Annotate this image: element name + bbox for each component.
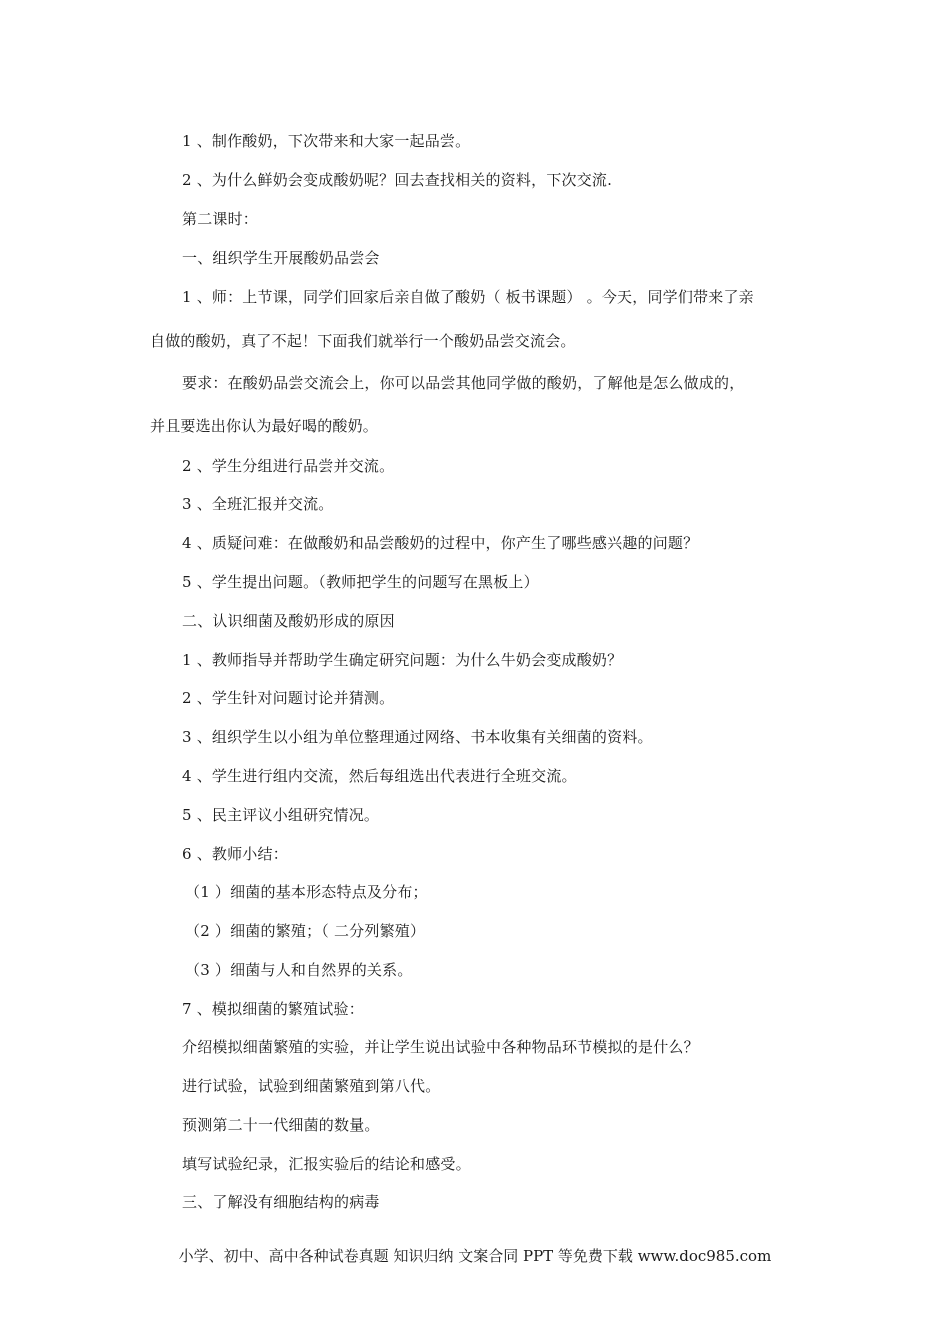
- body-line-7: 4 、质疑问难：在做酸奶和品尝酸奶的过程中，你产生了哪些感兴趣的问题？: [182, 534, 699, 552]
- body-line-4: 要求：在酸奶品尝交流会上，你可以品尝其他同学做的酸奶，了解他是怎么做成的，: [182, 374, 745, 392]
- sub-item-1: （1 ）细菌的基本形态特点及分布；: [185, 883, 428, 901]
- body-line-19: 填写试验纪录，汇报实验后的结论和感受。: [182, 1155, 471, 1173]
- body-line-3: 1 、师：上节课，同学们回家后亲自做了酸奶（ 板书课题） 。今天，同学们带来了亲: [182, 288, 754, 306]
- sub-item-3: （3 ）细菌与人和自然界的关系。: [185, 961, 413, 979]
- section-heading-1: 一、组织学生开展酸奶品尝会: [182, 249, 380, 267]
- body-line-5: 2 、学生分组进行品尝并交流。: [182, 457, 395, 475]
- section-heading-lesson-2: 第二课时：: [182, 210, 259, 228]
- body-line-3-cont: 自做的酸奶，真了不起！下面我们就举行一个酸奶品尝交流会。: [150, 332, 576, 350]
- body-line-15: 7 、模拟细菌的繁殖试验：: [182, 1000, 364, 1018]
- body-line-17: 进行试验，试验到细菌繁殖到第八代。: [182, 1077, 441, 1095]
- body-line-9: 1 、教师指导并帮助学生确定研究问题：为什么牛奶会变成酸奶？: [182, 651, 623, 669]
- sub-item-2: （2 ）细菌的繁殖；（ 二分列繁殖）: [185, 922, 426, 940]
- body-line-10: 2 、学生针对问题讨论并猜测。: [182, 689, 395, 707]
- body-line-2: 2 、为什么鲜奶会变成酸奶呢？回去查找相关的资料，下次交流.: [182, 171, 613, 189]
- page-footer: 小学、初中、高中各种试卷真题 知识归纳 文案合同 PPT 等免费下载 www.doc985.com: [178, 1247, 772, 1265]
- body-line-6: 3 、全班汇报并交流。: [182, 495, 334, 513]
- body-line-11: 3 、组织学生以小组为单位整理通过网络、书本收集有关细菌的资料。: [182, 728, 653, 746]
- section-heading-3: 三、了解没有细胞结构的病毒: [182, 1193, 380, 1211]
- body-line-13: 5 、民主评议小组研究情况。: [182, 806, 380, 824]
- body-line-8: 5 、学生提出问题。（教师把学生的问题写在黑板上）: [182, 573, 539, 591]
- section-heading-2: 二、认识细菌及酸奶形成的原因: [182, 612, 395, 630]
- body-line-12: 4 、学生进行组内交流，然后每组选出代表进行全班交流。: [182, 767, 577, 785]
- body-line-16: 介绍模拟细菌繁殖的实验，并让学生说出试验中各种物品环节模拟的是什么？: [182, 1038, 699, 1056]
- body-line-14: 6 、教师小结：: [182, 845, 288, 863]
- body-line-18: 预测第二十一代细菌的数量。: [182, 1116, 380, 1134]
- body-line-1: 1 、制作酸奶，下次带来和大家一起品尝。: [182, 132, 471, 150]
- body-line-4-cont: 并且要选出你认为最好喝的酸奶。: [150, 417, 379, 435]
